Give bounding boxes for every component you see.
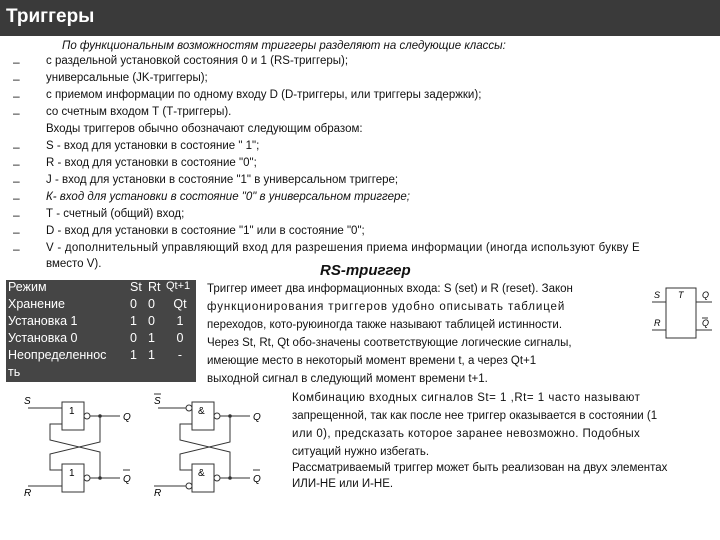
table-cell: 0 bbox=[148, 314, 155, 328]
table-header-cell: Rt bbox=[148, 280, 161, 294]
combination-line: Комбинацию входных сигналов St= 1 ,Rt= 1 часто называют bbox=[292, 392, 641, 404]
input-item: R - вход для установки в состояние "0"; bbox=[46, 157, 257, 169]
table-cell: 1 bbox=[148, 348, 155, 362]
gate-label: & bbox=[198, 468, 205, 479]
junction-dot bbox=[98, 476, 102, 480]
combination-line: ситуаций нужно избегать. bbox=[292, 446, 430, 458]
table-cell: 0 bbox=[148, 297, 155, 311]
table-row bbox=[6, 297, 196, 314]
bullet-dash: – bbox=[13, 157, 20, 171]
table-header-row bbox=[6, 280, 196, 297]
symbol-s-label: S bbox=[654, 290, 661, 300]
rs-description-line: выходной сигнал в следующий момент времени t+1. bbox=[207, 373, 488, 385]
table-cell: Установка 1 bbox=[8, 314, 78, 328]
rs-description-line: Через St, Rt, Qt обо-значены соответствующие логические сигналы, bbox=[207, 337, 572, 349]
bullet-dash: – bbox=[13, 89, 20, 103]
rs-trigger-heading: RS-триггер bbox=[320, 262, 411, 279]
table-cell: 0 bbox=[130, 331, 137, 345]
table-cell: 1 bbox=[148, 331, 155, 345]
inverter-bubble bbox=[84, 413, 90, 419]
inverter-bubble bbox=[214, 413, 220, 419]
table-row bbox=[6, 365, 196, 382]
inputs-intro: Входы триггеров обычно обозначают следующим образом: bbox=[46, 123, 363, 135]
table-cell: Установка 0 bbox=[8, 331, 78, 345]
input-item: J - вход для установки в состояние "1" в универсальном триггере; bbox=[46, 174, 399, 186]
symbol-t-label: T bbox=[678, 290, 684, 300]
transition-table bbox=[6, 280, 196, 382]
rs-description-line: Триггер имеет два информационных входа: S (set) и R (reset). Закон bbox=[207, 283, 573, 295]
gate-label: 1 bbox=[69, 468, 75, 479]
table-cell: 0 bbox=[176, 331, 184, 345]
intro-text: По функциональным возможностям триггеры разделяют на следующие классы: bbox=[62, 40, 506, 52]
input-s-label: S bbox=[154, 396, 161, 407]
rs-description-line: переходов, кото-руюиногда также называют таблицей истинности. bbox=[207, 319, 563, 331]
table-header-cell: Qt+1 bbox=[166, 280, 191, 292]
table-cell: Qt bbox=[173, 297, 187, 311]
table-cell: 1 bbox=[176, 314, 184, 328]
bullet-dash: – bbox=[13, 242, 20, 256]
rs-trigger-symbol bbox=[650, 282, 714, 344]
class-item: универсальные (JK-триггеры); bbox=[46, 72, 208, 84]
combination-line: запрещенной, так как после нее триггер оказывается в состоянии (1 bbox=[292, 410, 658, 422]
input-item: К- вход для установки в состояние "0" в универсальном триггере; bbox=[46, 191, 410, 203]
input-r-label: R bbox=[154, 488, 162, 499]
table-cell: Неопределеннос bbox=[8, 348, 107, 362]
bullet-dash: – bbox=[13, 55, 20, 69]
table-header-cell: St bbox=[130, 280, 142, 294]
table-cell: - bbox=[177, 348, 183, 362]
gate-label: & bbox=[198, 406, 205, 417]
junction-dot bbox=[228, 414, 232, 418]
input-item: V - дополнительный управляющий вход для разрешения приема информации (иногда используют букву Е bbox=[46, 242, 640, 254]
table-header-cell: Режим bbox=[8, 280, 47, 294]
symbol-r-label: R bbox=[654, 318, 661, 328]
output-nq-label: Q bbox=[123, 474, 131, 485]
bullet-dash: – bbox=[13, 225, 20, 239]
title-bar bbox=[0, 0, 720, 36]
input-item: S - вход для установки в состояние " 1"; bbox=[46, 140, 260, 152]
bullet-dash: – bbox=[13, 72, 20, 86]
output-q-label: Q bbox=[253, 412, 261, 423]
junction-dot bbox=[228, 476, 232, 480]
class-item: с раздельной установкой состояния 0 и 1 (RS-триггеры); bbox=[46, 55, 349, 67]
junction-dot bbox=[98, 414, 102, 418]
input-r-label: R bbox=[24, 488, 32, 499]
output-q-label: Q bbox=[123, 412, 131, 423]
table-row bbox=[6, 331, 196, 348]
combination-line: ИЛИ-НЕ или И-НЕ. bbox=[292, 478, 394, 490]
nand-rs-circuit bbox=[150, 392, 280, 504]
table-cell: Хранение bbox=[8, 297, 65, 311]
bullet-dash: – bbox=[13, 191, 20, 205]
rs-description-line: имеющие место в некоторый момент времени t, а через Qt+1 bbox=[207, 355, 537, 367]
table-cell: 0 bbox=[130, 297, 137, 311]
symbol-nq-label: Q bbox=[702, 318, 710, 328]
symbol-q-label: Q bbox=[702, 290, 710, 300]
table-cell: 1 bbox=[130, 348, 137, 362]
class-item: со счетным входом Т (Т-триггеры). bbox=[46, 106, 232, 118]
bullet-dash: – bbox=[13, 140, 20, 154]
rs-description-line: функционирования триггеров удобно описывать таблицей bbox=[207, 301, 566, 313]
combination-line: или 0), предсказать которое заранее невозможно. Подобных bbox=[292, 428, 641, 440]
gate-label: 1 bbox=[69, 406, 75, 417]
input-item: Т - счетный (общий) вход; bbox=[46, 208, 185, 220]
input-item-continued: вместо V). bbox=[46, 258, 102, 270]
input-inverter-bubble bbox=[186, 483, 192, 489]
output-nq-label: Q bbox=[253, 474, 261, 485]
input-item: D - вход для установки в состояние "1" или в состояние "0"; bbox=[46, 225, 365, 237]
table-row bbox=[6, 348, 196, 365]
bullet-dash: – bbox=[13, 106, 20, 120]
table-row bbox=[6, 314, 196, 331]
combination-line: Рассматриваемый триггер может быть реализован на двух элементах bbox=[292, 462, 668, 474]
bullet-dash: – bbox=[13, 208, 20, 222]
bullet-dash: – bbox=[13, 174, 20, 188]
page-title: Триггеры bbox=[6, 6, 95, 27]
table-cell: ть bbox=[8, 365, 21, 379]
nor-rs-circuit bbox=[20, 392, 150, 504]
inverter-bubble bbox=[214, 475, 220, 481]
input-s-label: S bbox=[24, 396, 31, 407]
input-inverter-bubble bbox=[186, 405, 192, 411]
table-cell: 1 bbox=[130, 314, 137, 328]
inverter-bubble bbox=[84, 475, 90, 481]
class-item: с приемом информации по одному входу D (D-триггеры, или триггеры задержки); bbox=[46, 89, 482, 101]
